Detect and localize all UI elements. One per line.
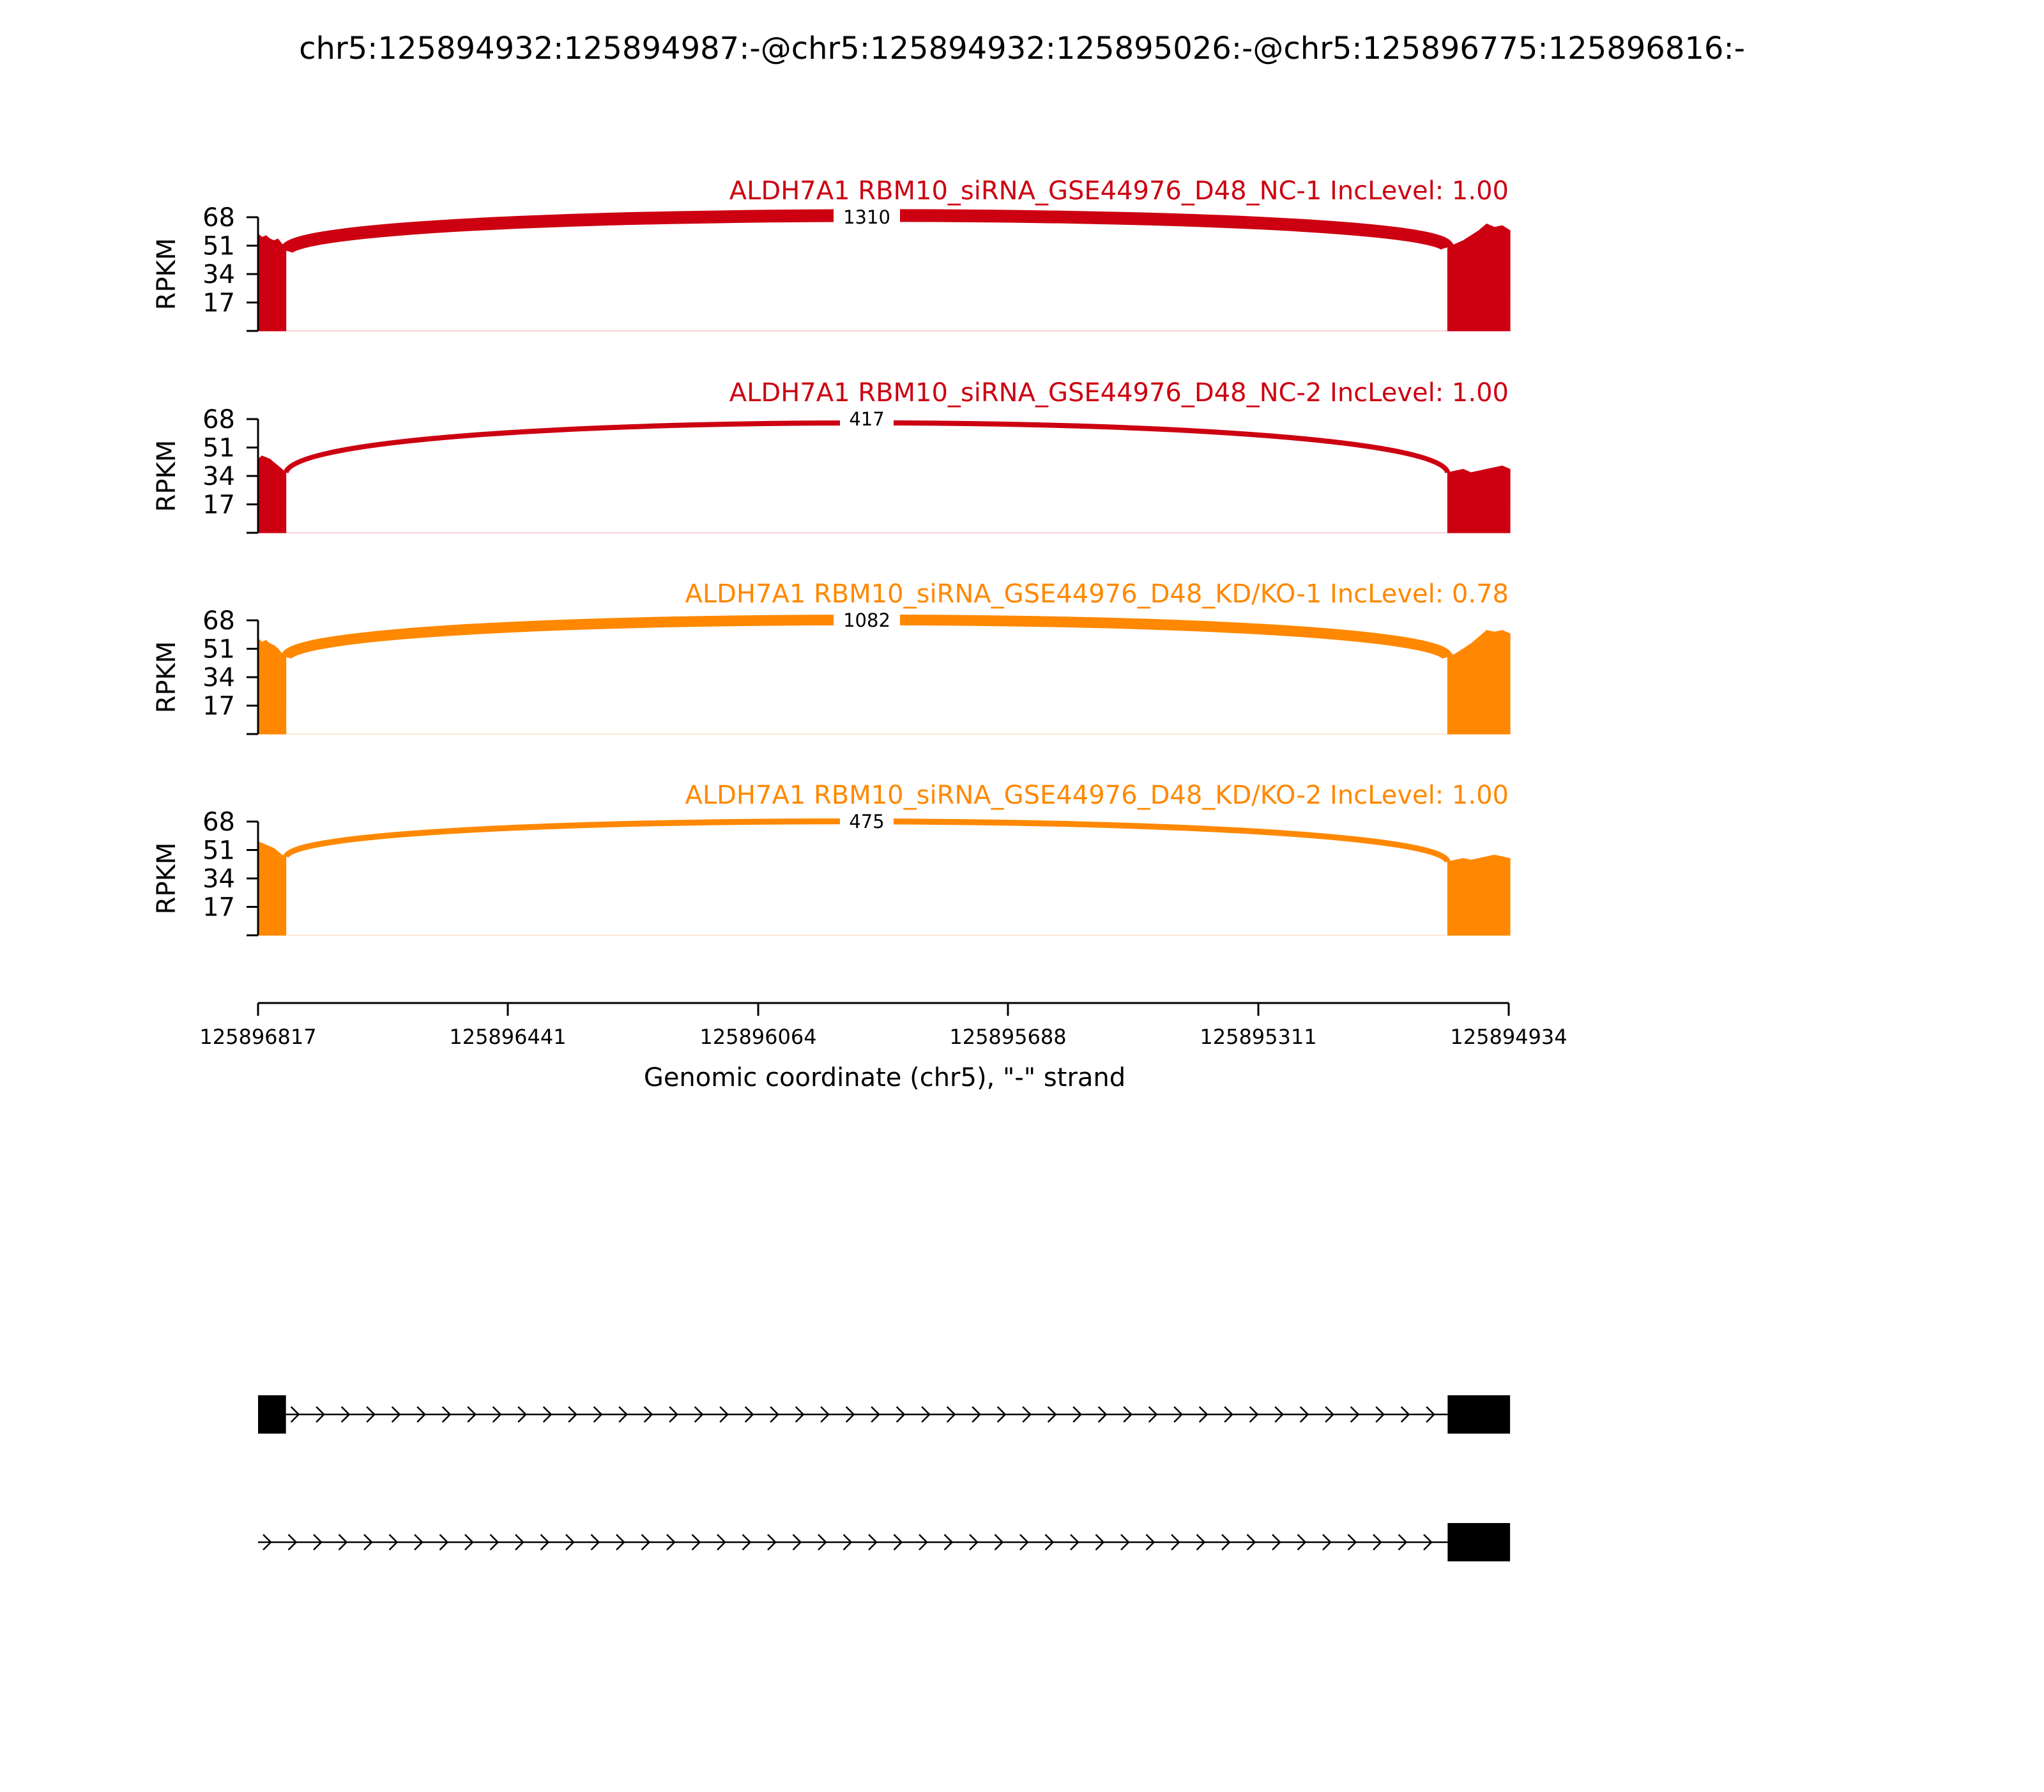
coverage-area-right-exon (1447, 631, 1510, 734)
y-tick-label: 17 (202, 892, 235, 923)
y-axis-label: RPKM (152, 842, 181, 915)
y-tick-label: 68 (202, 203, 235, 233)
y-tick-label: 34 (202, 864, 235, 894)
coverage-panel (152, 176, 1510, 331)
transcript-model (258, 1523, 1510, 1561)
x-tick-label: 125894934 (1450, 1025, 1567, 1049)
y-tick-label: 68 (202, 606, 235, 636)
x-tick-label: 125896064 (699, 1025, 817, 1049)
transcript-model (258, 1395, 1510, 1434)
coverage-panel (152, 781, 1510, 935)
y-tick-label: 34 (202, 260, 235, 289)
exon-block (1447, 1523, 1510, 1561)
y-tick-label: 51 (202, 634, 235, 664)
y-axis-label: RPKM (152, 440, 181, 512)
y-axis-label: RPKM (152, 238, 181, 310)
coverage-panel (152, 378, 1510, 533)
y-axis-label: RPKM (152, 641, 181, 714)
coverage-panels (152, 176, 1510, 935)
y-tick-label: 34 (202, 462, 235, 491)
exon-block (258, 1395, 286, 1434)
x-axis (199, 1003, 1567, 1049)
y-tick-label: 51 (202, 231, 235, 261)
y-tick-label: 51 (202, 433, 235, 463)
transcript-models (258, 1395, 1510, 1561)
y-tick-label: 51 (202, 836, 235, 866)
y-tick-label: 68 (202, 405, 235, 434)
coverage-area-left-exon (258, 456, 286, 533)
coverage-area-left-exon (258, 841, 286, 935)
coverage-area-right-exon (1447, 466, 1510, 533)
sample-title: ALDH7A1 RBM10_siRNA_GSE44976_D48_KD/KO-2 IncLevel: 1.00 (685, 781, 1509, 810)
y-tick-label: 17 (202, 490, 235, 520)
exon-block (1447, 1395, 1510, 1434)
x-tick-label: 125896817 (199, 1025, 317, 1049)
sample-title: ALDH7A1 RBM10_siRNA_GSE44976_D48_NC-2 IncLevel: 1.00 (729, 378, 1509, 408)
coverage-area-right-exon (1447, 224, 1510, 332)
junction-count-label: 417 (849, 408, 885, 430)
y-tick-label: 34 (202, 663, 235, 693)
plot-title: chr5:125894932:125894987:-@chr5:125894932:125895026:-@chr5:125896775:125896816:- (299, 31, 1745, 66)
junction-count-label: 1310 (843, 206, 890, 228)
junction-count-label: 475 (849, 811, 885, 832)
x-tick-label: 125895688 (949, 1025, 1067, 1049)
x-tick-label: 125895311 (1200, 1025, 1317, 1049)
x-axis-label: Genomic coordinate (chr5), "-" strand (643, 1063, 1126, 1092)
y-tick-label: 17 (202, 691, 235, 721)
y-tick-label: 17 (202, 288, 235, 318)
coverage-area-right-exon (1447, 855, 1510, 935)
junction-count-label: 1082 (843, 609, 890, 631)
coverage-area-left-exon (258, 639, 286, 734)
x-tick-label: 125896441 (449, 1025, 567, 1049)
y-tick-label: 68 (202, 808, 235, 837)
sample-title: ALDH7A1 RBM10_siRNA_GSE44976_D48_KD/KO-1 IncLevel: 0.78 (685, 579, 1509, 609)
sample-title: ALDH7A1 RBM10_siRNA_GSE44976_D48_NC-1 IncLevel: 1.00 (729, 176, 1509, 206)
coverage-panel (152, 579, 1510, 734)
